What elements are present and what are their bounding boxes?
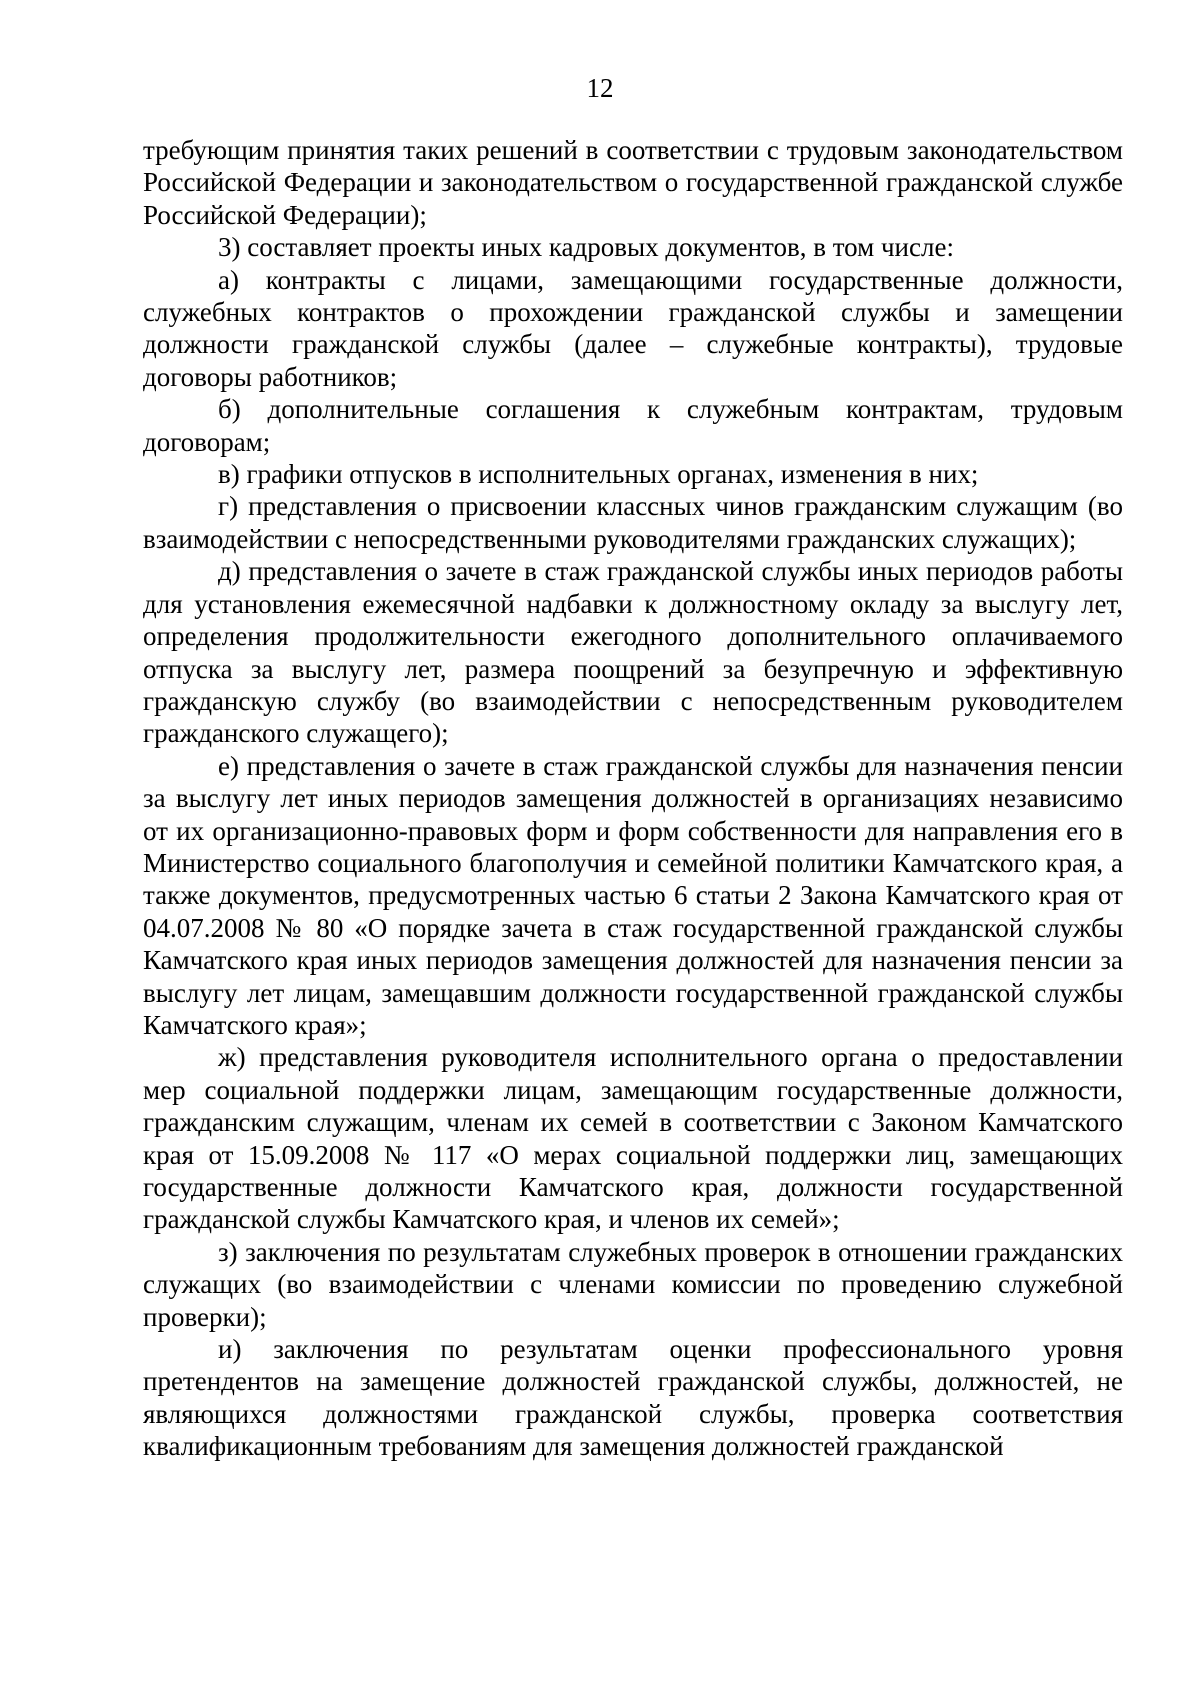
paragraph-subitem-e: е) представления о зачете в стаж гражданской службы для назначения пенсии за выслугу лет иных периодов замещения должностей в организациях независимо от их организационно-правовых форм и форм собственности для направления его в Министерство социального благополучия и семейной политики Камчатского края, а также документов, предусмотренных частью 6 статьи 2 Закона Камчатского края от 04.07.2008 № 80 «О порядке зачета в стаж государственной гражданской службы Камчатского края иных периодов замещения должностей для назначения пенсии за выслугу лет лицам, замещавшим должности государственной гражданской службы Камчатского края»;: [143, 750, 1123, 1040]
paragraph-subitem-z: з) заключения по результатам служебных проверок в отношении гражданских служащих (во взаимодействии с членами комиссии по проведению служебной проверки);: [143, 1236, 1123, 1332]
paragraph-subitem-i: и) заключения по результатам оценки профессионального уровня претендентов на замещение должностей гражданской службы, должностей, не являющихся должностями гражданской службы, проверка соответствия квалификационным требованиям для замещения должностей гражданской: [143, 1334, 1123, 1462]
paragraph-continuation: требующим принятия таких решений в соответствии с трудовым законодательством Российской Федерации и законодательством о государственной гражданской службе Российской Федерации);: [143, 135, 1123, 230]
paragraph-subitem-zh: ж) представления руководителя исполнительного органа о предоставлении мер социальной поддержки лицам, замещающим государственные должности, гражданским служащим, членам их семей в соответствии с Законом Камчатского края от 15.09.2008 № 117 «О мерах социальной поддержки лиц, замещающих государственные должности Камчатского края, должности государственной гражданской службы Камчатского края, и членов их семей»;: [143, 1042, 1123, 1235]
document-body: [143, 134, 1123, 1463]
paragraph-subitem-v: в) графики отпусков в исполнительных органах, изменения в них;: [218, 459, 979, 490]
paragraph-subitem-b: б) дополнительные соглашения к служебным контрактам, трудовым договорам;: [143, 394, 1123, 457]
paragraph-subitem-g: г) представления о присвоении классных чинов гражданским служащим (во взаимодействии с непосредственными руководителями гражданских служащих);: [143, 491, 1123, 554]
page-number: 12: [586, 73, 614, 103]
paragraph-item-3: 3) составляет проекты иных кадровых документов, в том числе:: [218, 232, 954, 263]
paragraph-subitem-d: д) представления о зачете в стаж гражданской службы иных периодов работы для установления ежемесячной надбавки к должностному окладу за выслугу лет, определения продолжительности ежегодного дополнительного оплачиваемого отпуска за выслугу лет, размера поощрений за безупречную и эффективную гражданскую службу (во взаимодействии с непосредственным руководителем гражданского служащего);: [143, 556, 1123, 749]
paragraph-subitem-a: а) контракты с лицами, замещающими государственные должности, служебных контрактов о прохождении гражданской службы и замещении должности гражданской службы (далее – служебные контракты), трудовые договоры работников;: [143, 264, 1123, 392]
